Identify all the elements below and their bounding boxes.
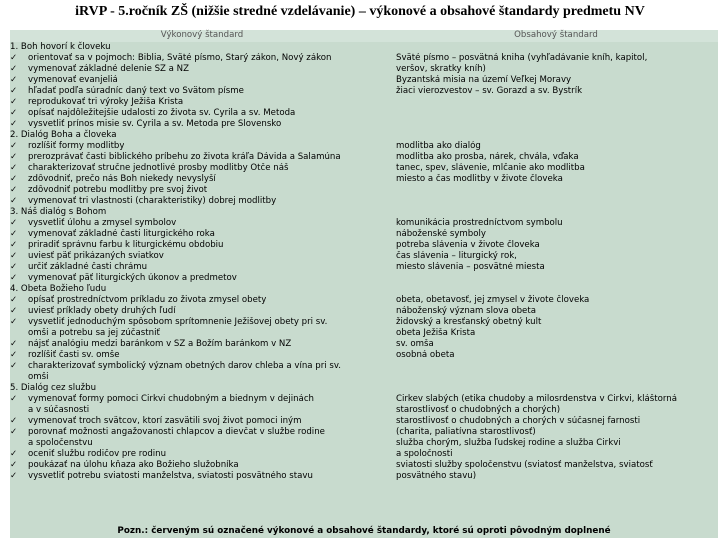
content-item: modlitba ako dialóg bbox=[396, 141, 481, 151]
section-columns bbox=[10, 218, 718, 284]
section-title: 3. Náš dialóg s Bohom bbox=[10, 207, 107, 217]
page-title: iRVP - 5.ročník ZŠ (nižšie stredné vzdelávanie) – výkonové a obsahové štandardy predmetu NV bbox=[75, 4, 645, 19]
header-content-standard: Obsahový štandard bbox=[514, 30, 598, 40]
performance-item-text: vymenovať troch svätcov, ktorí zasvätili svoj život pomoci iným bbox=[28, 416, 302, 426]
content-item: Cirkev slabých (etika chudoby a milosrdenstva v Cirkvi, kláštorná bbox=[396, 394, 677, 404]
section-columns bbox=[10, 141, 718, 207]
performance-item bbox=[10, 460, 394, 471]
section-title: 2. Dialóg Boha a človeka bbox=[10, 130, 117, 140]
checkmark-icon: ✓ bbox=[10, 295, 18, 305]
performance-item bbox=[10, 416, 394, 427]
checkmark-icon: ✓ bbox=[10, 174, 18, 184]
content-item: a spoločnosti bbox=[396, 449, 453, 459]
performance-item bbox=[10, 196, 394, 207]
performance-item bbox=[10, 64, 394, 75]
performance-item-text: uviesť päť prikázaných sviatkov bbox=[28, 251, 164, 261]
table-body bbox=[10, 42, 718, 538]
performance-item bbox=[10, 163, 394, 174]
performance-item bbox=[10, 152, 394, 163]
checkmark-icon: ✓ bbox=[10, 163, 18, 173]
checkmark-icon: ✓ bbox=[10, 416, 18, 426]
content-item: obeta Ježiša Krista bbox=[396, 328, 476, 338]
performance-item-text: oceniť službu rodičov pre rodinu bbox=[28, 449, 167, 459]
checkmark-icon: ✓ bbox=[10, 108, 18, 118]
performance-item-text: rozlíšiť formy modlitby bbox=[28, 141, 125, 151]
performance-item bbox=[10, 262, 394, 273]
content-column bbox=[394, 53, 718, 130]
content-item: sviatosti služby spoločenstvu (sviatosť manželstva, sviatosť bbox=[396, 460, 653, 470]
performance-item-text: vysvetliť jednoduchým spôsobom sprítomnenie Ježišovej obety pri sv. bbox=[28, 317, 328, 327]
content-item: starostlivosť o chudobných a chorých) bbox=[396, 405, 561, 415]
checkmark-icon: ✓ bbox=[10, 449, 18, 459]
performance-item-text: vysvetliť potrebu sviatosti manželstva, sviatosti posvätného stavu bbox=[28, 471, 313, 481]
checkmark-icon: ✓ bbox=[10, 218, 18, 228]
checkmark-icon: ✓ bbox=[10, 53, 18, 63]
content-item: Byzantská misia na území Veľkej Moravy bbox=[396, 75, 572, 85]
section-title: 5. Dialóg cez službu bbox=[10, 383, 97, 393]
footnote: Pozn.: červeným sú označené výkonové a obsahové štandardy, ktoré sú oproti pôvodným doplnené bbox=[10, 525, 718, 538]
performance-column bbox=[10, 53, 394, 130]
performance-item-text: a v súčasnosti bbox=[28, 405, 90, 415]
checkmark-icon: ✓ bbox=[10, 141, 18, 151]
performance-column bbox=[10, 295, 394, 383]
content-column bbox=[394, 394, 718, 482]
performance-item bbox=[10, 350, 394, 361]
performance-item bbox=[10, 174, 394, 185]
checkmark-icon: ✓ bbox=[10, 251, 18, 261]
checkmark-icon: ✓ bbox=[10, 64, 18, 74]
performance-item-text: nájsť analógiu medzi baránkom v SZ a Božím baránkom v NZ bbox=[28, 339, 292, 349]
performance-item-text: charakterizovať symbolický význam obetných darov chleba a vína pri sv. bbox=[28, 361, 342, 371]
performance-item-text: prerozprávať časti biblického príbehu zo života kráľa Dávida a Šalamúna bbox=[28, 152, 341, 162]
checkmark-icon: ✓ bbox=[10, 339, 18, 349]
section-columns bbox=[10, 295, 718, 383]
section-1 bbox=[10, 42, 718, 130]
section-4 bbox=[10, 284, 718, 383]
performance-item-text: hľadať podľa súradníc daný text vo Svätom písme bbox=[28, 86, 244, 96]
content-item: miesto a čas modlitby v živote človeka bbox=[396, 174, 563, 184]
content-item: miesto slávenia – posvätné miesta bbox=[396, 262, 545, 272]
checkmark-icon: ✓ bbox=[10, 240, 18, 250]
performance-item-text: vymenovať päť liturgických úkonov a predmetov bbox=[28, 273, 237, 283]
performance-item bbox=[10, 295, 394, 306]
content-item: potreba slávenia v živote človeka bbox=[396, 240, 540, 250]
performance-item-text: vysvetliť úlohu a zmysel symbolov bbox=[28, 218, 177, 228]
table-header bbox=[10, 30, 718, 42]
checkmark-icon: ✓ bbox=[10, 471, 18, 481]
checkmark-icon: ✓ bbox=[10, 460, 18, 470]
performance-item bbox=[10, 273, 394, 284]
performance-item bbox=[10, 427, 394, 438]
content-item: posvätného stavu) bbox=[396, 471, 477, 481]
standards-table bbox=[10, 30, 718, 538]
performance-column bbox=[10, 218, 394, 284]
performance-item bbox=[10, 251, 394, 262]
indent-spacer bbox=[10, 372, 28, 383]
checkmark-icon: ✓ bbox=[10, 119, 18, 129]
performance-item-text: porovnať možnosti angažovanosti chlapcov a dievčat v službe rodine bbox=[28, 427, 325, 437]
content-item: služba chorým, služba ľudskej rodine a služba Cirkvi bbox=[396, 438, 621, 448]
checkmark-icon: ✓ bbox=[10, 317, 18, 327]
content-column bbox=[394, 295, 718, 383]
performance-item-text: opísať prostredníctvom príkladu zo života zmysel obety bbox=[28, 295, 267, 305]
performance-item bbox=[10, 394, 394, 405]
performance-item-text: vysvetliť prínos misie sv. Cyrila a sv. Metoda pre Slovensko bbox=[28, 119, 282, 129]
performance-item bbox=[10, 97, 394, 108]
performance-item bbox=[10, 53, 394, 64]
content-item: náboženský význam slova obeta bbox=[396, 306, 536, 316]
performance-item bbox=[10, 218, 394, 229]
content-column bbox=[394, 218, 718, 284]
performance-item bbox=[10, 339, 394, 350]
section-columns bbox=[10, 394, 718, 482]
performance-item bbox=[10, 372, 394, 383]
content-column bbox=[394, 141, 718, 207]
sections-container bbox=[10, 42, 718, 482]
checkmark-icon: ✓ bbox=[10, 262, 18, 272]
content-item: sv. omša bbox=[396, 339, 434, 349]
performance-column bbox=[10, 394, 394, 482]
performance-item bbox=[10, 317, 394, 328]
checkmark-icon: ✓ bbox=[10, 229, 18, 239]
checkmark-icon: ✓ bbox=[10, 427, 18, 437]
performance-item-text: vymenovať formy pomoci Cirkvi chudobným a biednym v dejinách bbox=[28, 394, 314, 404]
content-item: komunikácia prostredníctvom symbolu bbox=[396, 218, 563, 228]
performance-item-text: uviesť príklady obety druhých ľudí bbox=[28, 306, 176, 316]
content-item: (charita, paliatívna starostlivosť) bbox=[396, 427, 536, 437]
performance-item-text: vymenovať základné delenie SZ a NZ bbox=[28, 64, 189, 74]
performance-item bbox=[10, 75, 394, 86]
content-item: židovský a kresťanský obetný kult bbox=[396, 317, 542, 327]
content-item: starostlivosť o chudobných a chorých v súčasnej farnosti bbox=[396, 416, 641, 426]
checkmark-icon: ✓ bbox=[10, 97, 18, 107]
section-5 bbox=[10, 383, 718, 482]
performance-item bbox=[10, 328, 394, 339]
section-2 bbox=[10, 130, 718, 207]
performance-item-text: vymenovať základné časti liturgického roka bbox=[28, 229, 215, 239]
performance-item-text: charakterizovať stručne jednotlivé prosby modlitby Otče náš bbox=[28, 163, 289, 173]
performance-item bbox=[10, 361, 394, 372]
performance-item-text: reprodukovať tri výroky Ježiša Krista bbox=[28, 97, 184, 107]
performance-item-text: opísať najdôležitejšie udalosti zo života sv. Cyrila a sv. Metoda bbox=[28, 108, 296, 118]
performance-item bbox=[10, 108, 394, 119]
content-item: veršov, skratky kníh) bbox=[396, 64, 486, 74]
performance-item bbox=[10, 86, 394, 97]
indent-spacer bbox=[10, 405, 28, 416]
section-columns bbox=[10, 53, 718, 130]
section-title: 4. Obeta Božieho ľudu bbox=[10, 284, 107, 294]
indent-spacer bbox=[10, 328, 28, 339]
checkmark-icon: ✓ bbox=[10, 75, 18, 85]
checkmark-icon: ✓ bbox=[10, 86, 18, 96]
performance-item-text: omši bbox=[28, 372, 49, 382]
indent-spacer bbox=[10, 438, 28, 449]
content-item: osobná obeta bbox=[396, 350, 455, 360]
checkmark-icon: ✓ bbox=[10, 152, 18, 162]
checkmark-icon: ✓ bbox=[10, 361, 18, 371]
performance-item bbox=[10, 119, 394, 130]
performance-item bbox=[10, 141, 394, 152]
performance-item bbox=[10, 306, 394, 317]
performance-item-text: rozlíšiť časti sv. omše bbox=[28, 350, 120, 360]
content-item: modlitba ako prosba, nárek, chvála, vďaka bbox=[396, 152, 579, 162]
checkmark-icon: ✓ bbox=[10, 185, 18, 195]
content-item: tanec, spev, slávenie, mlčanie ako modlitba bbox=[396, 163, 585, 173]
content-item: žiaci vierozvestov – sv. Gorazd a sv. Bystrík bbox=[396, 86, 583, 96]
header-performance-standard: Výkonový štandard bbox=[160, 30, 244, 40]
performance-item bbox=[10, 471, 394, 482]
performance-item-text: vymenovať evanjeliá bbox=[28, 75, 118, 85]
content-item: Sväté písmo – posvätná kniha (vyhľadávanie kníh, kapitol, bbox=[396, 53, 648, 63]
section-3 bbox=[10, 207, 718, 284]
performance-item bbox=[10, 438, 394, 449]
checkmark-icon: ✓ bbox=[10, 350, 18, 360]
performance-item-text: zdôvodniť, prečo nás Boh niekedy nevyslyší bbox=[28, 174, 216, 184]
checkmark-icon: ✓ bbox=[10, 394, 18, 404]
performance-item-text: vymenovať tri vlastnosti (charakteristiky) dobrej modlitby bbox=[28, 196, 277, 206]
performance-item-text: poukázať na úlohu kňaza ako Božieho služobníka bbox=[28, 460, 239, 470]
content-item: náboženské symboly bbox=[396, 229, 486, 239]
performance-item-text: omši a potrebu sa jej zúčastniť bbox=[28, 328, 160, 338]
performance-item-text: priradiť správnu farbu k liturgickému obdobiu bbox=[28, 240, 224, 250]
performance-item-text: určiť základné časti chrámu bbox=[28, 262, 148, 272]
performance-item-text: orientovať sa v pojmoch: Biblia, Sväté písmo, Starý zákon, Nový zákon bbox=[28, 53, 332, 63]
performance-item bbox=[10, 185, 394, 196]
checkmark-icon: ✓ bbox=[10, 273, 18, 283]
checkmark-icon: ✓ bbox=[10, 196, 18, 206]
content-item: obeta, obetavosť, jej zmysel v živote človeka bbox=[396, 295, 590, 305]
performance-item bbox=[10, 229, 394, 240]
performance-item-text: a spoločenstvu bbox=[28, 438, 93, 448]
checkmark-icon: ✓ bbox=[10, 306, 18, 316]
performance-column bbox=[10, 141, 394, 207]
performance-item-text: zdôvodniť potrebu modlitby pre svoj život bbox=[28, 185, 208, 195]
performance-item bbox=[10, 405, 394, 416]
content-item: čas slávenia – liturgický rok, bbox=[396, 251, 517, 261]
performance-item bbox=[10, 240, 394, 251]
section-title: 1. Boh hovorí k človeku bbox=[10, 42, 111, 52]
performance-item bbox=[10, 449, 394, 460]
